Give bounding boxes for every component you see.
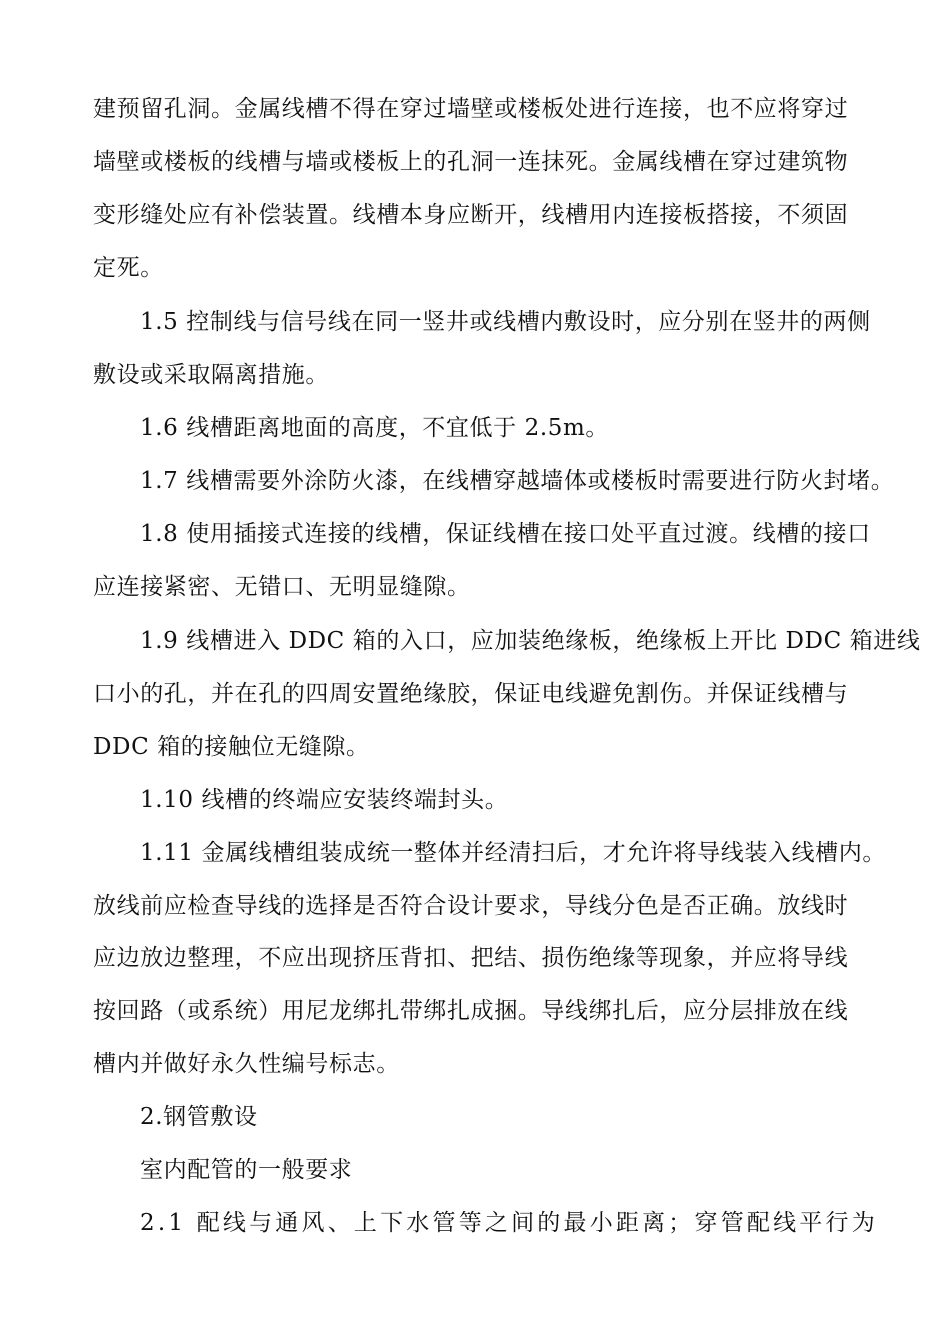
paragraph-line: 1.5 控制线与信号线在同一竖井或线槽内敷设时，应分别在竖井的两侧 — [140, 309, 871, 335]
paragraph-line: 应边放边整理，不应出现挤压背扣、把结、损伤绝缘等现象，并应将导线 — [93, 945, 849, 971]
paragraph-line: 建预留孔洞。金属线槽不得在穿过墙壁或楼板处进行连接，也不应将穿过 — [93, 96, 849, 122]
paragraph-line: 应连接紧密、无错口、无明显缝隙。 — [93, 574, 471, 600]
paragraph-line: 按回路（或系统）用尼龙绑扎带绑扎成捆。导线绑扎后，应分层排放在线 — [93, 998, 849, 1024]
paragraph-line: 1.6 线槽距离地面的高度，不宜低于 2.5m。 — [140, 415, 609, 441]
paragraph-line: 2.1 配线与通风、上下水管等之间的最小距离；穿管配线平行为 — [140, 1210, 878, 1236]
paragraph-line: 口小的孔，并在孔的四周安置绝缘胶，保证电线避免割伤。并保证线槽与 — [93, 681, 849, 707]
paragraph-line: 定死。 — [93, 255, 164, 281]
paragraph-line: DDC 箱的接触位无缝隙。 — [93, 734, 370, 760]
section-heading: 2.钢管敷设 — [140, 1104, 258, 1130]
paragraph-line: 敷设或采取隔离措施。 — [93, 362, 329, 388]
paragraph-line: 1.10 线槽的终端应安装终端封头。 — [140, 787, 509, 813]
paragraph-line: 槽内并做好永久性编号标志。 — [93, 1051, 400, 1077]
paragraph-line: 1.7 线槽需要外涂防火漆，在线槽穿越墙体或楼板时需要进行防火封堵。 — [140, 468, 895, 494]
paragraph-line: 1.9 线槽进入 DDC 箱的入口，应加装绝缘板，绝缘板上开比 DDC 箱进线 — [140, 628, 921, 654]
paragraph-line: 1.8 使用插接式连接的线槽，保证线槽在接口处平直过渡。线槽的接口 — [140, 521, 871, 547]
paragraph-line: 变形缝处应有补偿装置。线槽本身应断开，线槽用内连接板搭接，不须固 — [93, 202, 849, 228]
paragraph-line: 放线前应检查导线的选择是否符合设计要求，导线分色是否正确。放线时 — [93, 893, 849, 919]
paragraph-line: 墙壁或楼板的线槽与墙或楼板上的孔洞一连抹死。金属线槽在穿过建筑物 — [93, 149, 849, 175]
paragraph-line: 1.11 金属线槽组装成统一整体并经清扫后，才允许将导线装入线槽内。 — [140, 840, 886, 866]
subsection-heading: 室内配管的一般要求 — [140, 1157, 353, 1183]
